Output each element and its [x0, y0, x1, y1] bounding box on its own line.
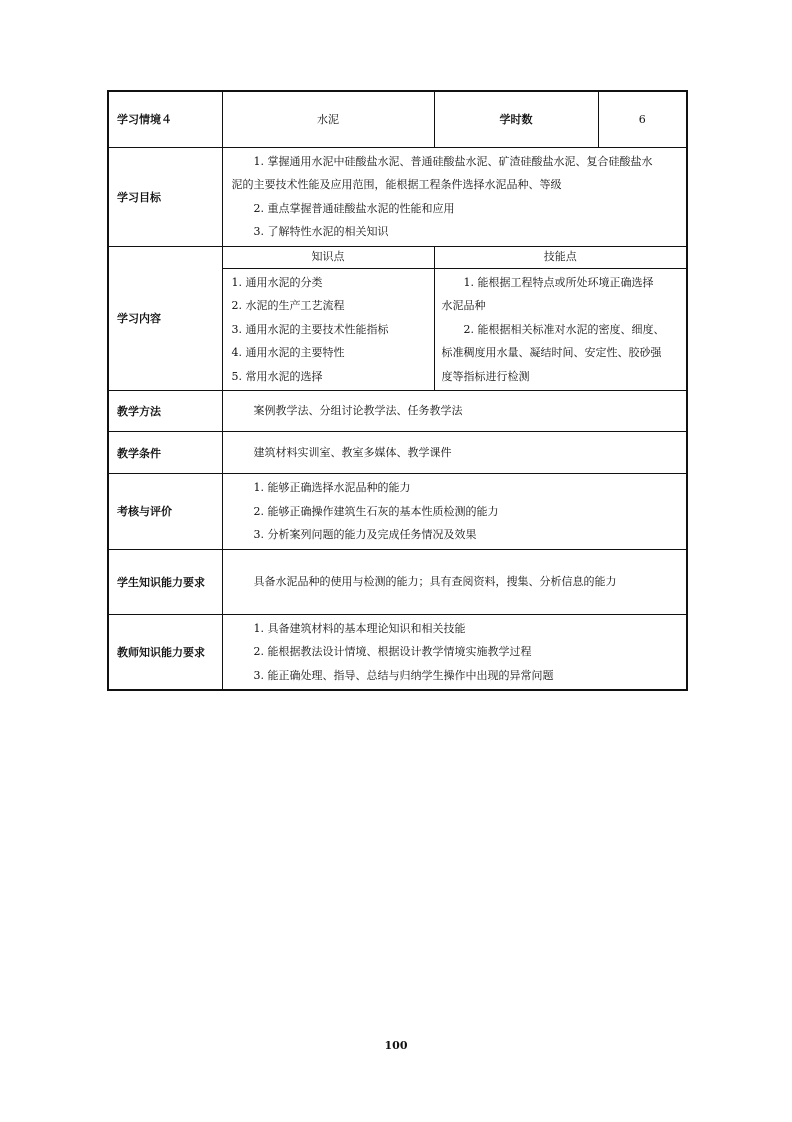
content-header-row [108, 246, 687, 268]
assessment-content [222, 474, 687, 550]
objectives-label: 学习目标 [108, 147, 222, 246]
knowledge-item: 5. 常用水泥的选择 [231, 369, 323, 383]
methods-row [108, 391, 687, 432]
knowledge-item: 3. 通用水泥的主要技术性能指标 [231, 322, 389, 336]
objective-line: 泥的主要技术性能及应用范围，能根据工程条件选择水泥品种、等级 [231, 178, 562, 191]
skill-line: 度等指标进行检测 [441, 369, 530, 383]
conditions-content [222, 432, 687, 474]
methods-content [222, 391, 687, 432]
teacher-req-row [108, 614, 687, 690]
methods-label: 教学方法 [108, 391, 222, 432]
conditions-row [108, 432, 687, 474]
assessment-row [108, 474, 687, 550]
conditions-text: 建筑材料实训室、教室多媒体、教学课件 [253, 445, 452, 459]
student-req-label: 学生知识能力要求 [108, 549, 222, 614]
assessment-item: 1. 能够正确选择水泥品种的能力 [253, 481, 411, 494]
objective-line: 2. 重点掌握普通硅酸盐水泥的性能和应用 [253, 201, 455, 215]
page-number: 100 [384, 1039, 408, 1052]
skill-line: 2. 能根据相关标准对水泥的密度、细度、 [463, 322, 665, 336]
content-label: 学习内容 [108, 246, 222, 391]
hours-value: 6 [598, 91, 687, 147]
situation-title: 水泥 [222, 91, 434, 147]
student-req-text: 具备水泥品种的使用与检测的能力；具有查阅资料，搜集、分析信息的能力 [253, 574, 617, 588]
student-req-content [222, 549, 687, 614]
objectives-row [108, 147, 687, 246]
student-req-row [108, 549, 687, 614]
knowledge-header: 知识点 [222, 246, 434, 268]
skill-line: 1. 能根据工程特点或所处环境正确选择 [463, 275, 654, 289]
teacher-req-label: 教师知识能力要求 [108, 614, 222, 690]
skills-header: 技能点 [434, 246, 687, 268]
knowledge-list [222, 268, 434, 391]
knowledge-item: 2. 水泥的生产工艺流程 [231, 299, 345, 312]
teacher-req-item: 3. 能正确处理、指导、总结与归纳学生操作中出现的异常问题 [253, 668, 554, 682]
objective-line: 1. 掌握通用水泥中硅酸盐水泥、普通硅酸盐水泥、矿渣硅酸盐水泥、复合硅酸盐水 [253, 154, 653, 168]
assessment-label: 考核与评价 [108, 474, 222, 550]
assessment-item: 2. 能够正确操作建筑生石灰的基本性质检测的能力 [253, 504, 499, 518]
teacher-req-item: 2. 能根据教法设计情境、根据设计教学情境实施教学过程 [253, 645, 532, 658]
teacher-req-content [222, 614, 687, 690]
objective-line: 3. 了解特性水泥的相关知识 [253, 225, 389, 238]
curriculum-table [107, 90, 688, 691]
situation-label: 学习情境４ [108, 91, 222, 147]
skill-line: 标准稠度用水量、凝结时间、安定性、胶砂强 [441, 346, 662, 359]
teacher-req-item: 1. 具备建筑材料的基本理论知识和相关技能 [253, 621, 466, 635]
skill-line: 水泥品种 [441, 299, 486, 312]
header-row [108, 91, 687, 147]
objectives-content [222, 147, 687, 246]
knowledge-item: 4. 通用水泥的主要特性 [231, 346, 345, 359]
conditions-label: 教学条件 [108, 432, 222, 474]
knowledge-item: 1. 通用水泥的分类 [231, 275, 323, 289]
hours-label: 学时数 [434, 91, 598, 147]
skills-list [434, 268, 687, 391]
methods-text: 案例教学法、分组讨论教学法、任务教学法 [253, 404, 463, 418]
assessment-item: 3. 分析案列问题的能力及完成任务情况及效果 [253, 528, 477, 541]
